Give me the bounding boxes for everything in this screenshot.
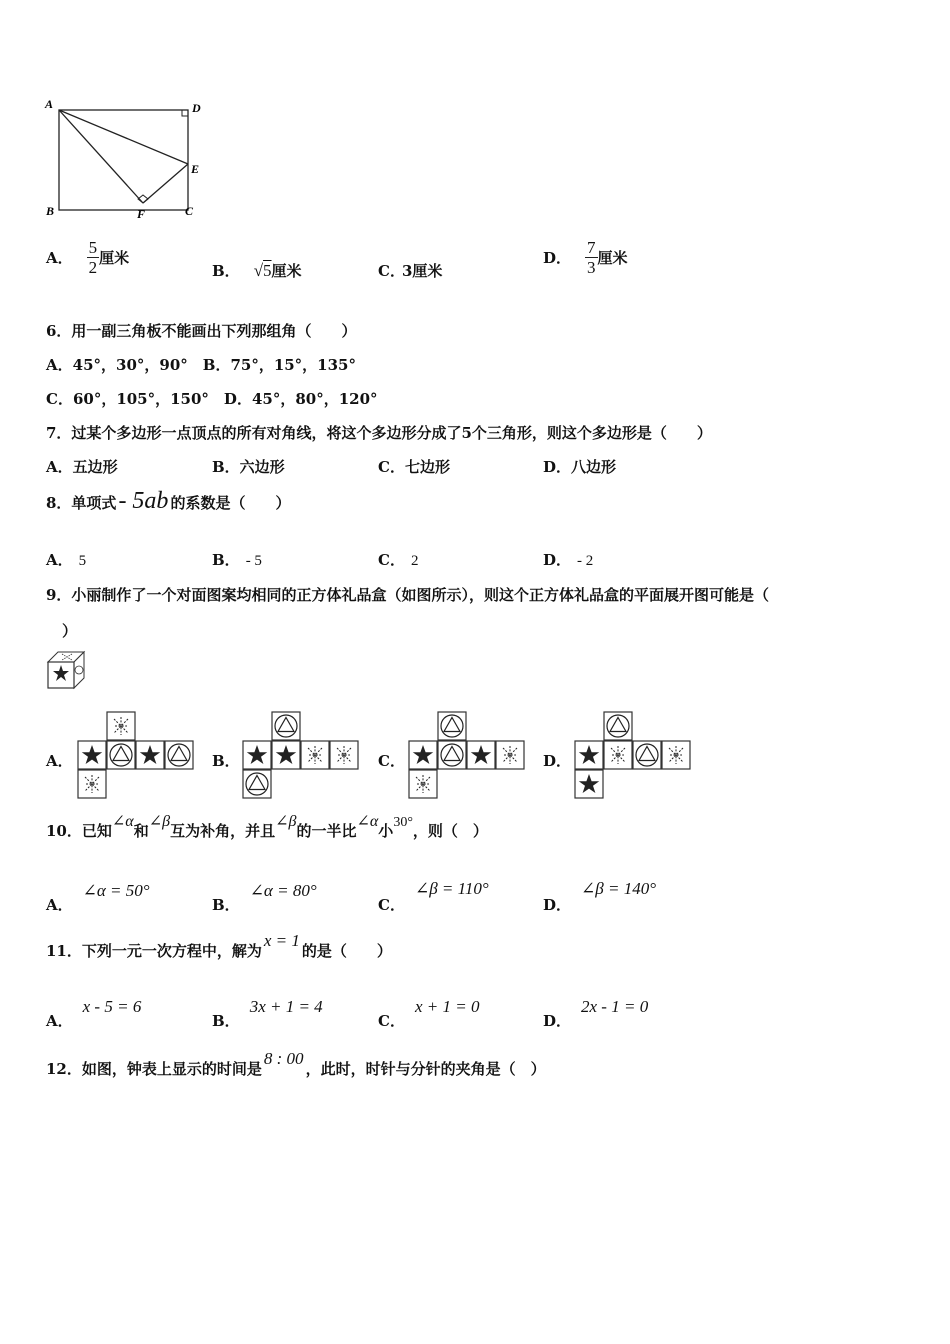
q5-option-a: A． $\frac{5}{2}$ 厘米: [46, 238, 130, 277]
q7-option-d: D．八边形: [543, 458, 617, 476]
q11-option-c: C．x + 1 = 0: [378, 997, 480, 1030]
q8-expression: - 5ab: [118, 488, 169, 514]
label-f: F: [137, 207, 146, 221]
q10-option-b: B．∠α = 80°: [212, 881, 317, 914]
q9-option-b-label: B．: [212, 752, 240, 770]
q6-stem: 6．用一副三角板不能画出下列那组角（ ）: [46, 322, 357, 340]
q5-option-c-text: 3厘米: [402, 262, 443, 280]
q5-option-c: C．: [378, 262, 405, 280]
cube-figure: [46, 650, 88, 692]
q12-stem: 12．如图，钟表上显示的时间是8 : 00，此时，时针与分针的夹角是（ ）: [46, 1049, 546, 1078]
label-e: E: [191, 162, 200, 176]
q9-option-c-label: C．: [378, 752, 405, 770]
q7-option-c: C．七边形: [378, 458, 450, 476]
q7-option-a: A．五边形: [46, 458, 118, 476]
rectangle-figure: [40, 95, 220, 225]
q9-option-a-label: A．: [46, 752, 73, 770]
q8-option-b: B． - 5: [212, 551, 262, 569]
label-c: C: [185, 204, 194, 218]
q5-option-b: B． √5厘米: [212, 261, 302, 280]
q11-stem: 11．下列一元一次方程中，解为x = 1的是（ ）: [46, 931, 392, 960]
q6-options-line2: C．60°，105°，150° D．45°，80°，120°: [46, 390, 378, 408]
q9-option-d-label: D．: [543, 752, 572, 770]
q9-stem-end: ）: [62, 622, 78, 640]
q10-option-c: C．∠β = 110°: [378, 879, 489, 914]
label-b: B: [46, 204, 55, 218]
q8-option-c: C． 2: [378, 551, 419, 569]
q9-option-b-net: [242, 711, 360, 801]
q10-option-a: A．∠α = 50°: [46, 881, 150, 914]
q7-stem: 7．过某个多边形一点顶点的所有对角线，将这个多边形分成了5个三角形，则这个多边形是（ ）: [46, 424, 712, 442]
q7-option-b: B．六边形: [212, 458, 285, 476]
q6-options-line1: A．45°，30°，90° B．75°，15°，135°: [46, 356, 356, 374]
q9-option-c-net: [408, 711, 526, 801]
label-d: D: [192, 101, 201, 115]
q11-option-b: B．3x + 1 = 4: [212, 997, 323, 1030]
q11-option-a: A．x - 5 = 6: [46, 997, 142, 1030]
q10-option-d: D．∠β = 140°: [543, 879, 656, 914]
label-a: A: [45, 97, 54, 111]
q5-option-d: D． $\frac{7}{3}$ 厘米: [543, 238, 628, 277]
q8-stem: 8．单项式- 5ab 的系数是（ ）: [46, 488, 291, 514]
q8-option-a: A． 5: [46, 551, 87, 569]
q10-stem: 10．已知∠α和∠β互为补角，并且∠β的一半比∠α小30°，则（ ）: [46, 813, 488, 840]
q9-option-a-net: [77, 711, 195, 801]
q11-option-d: D．2x - 1 = 0: [543, 997, 649, 1030]
q8-option-d: D． - 2: [543, 551, 594, 569]
q9-stem: 9．小丽制作了一个对面图案均相同的正方体礼品盒（如图所示），则这个正方体礼品盒的平面展开图可能是（: [46, 586, 769, 604]
q9-option-d-net: [574, 711, 692, 801]
